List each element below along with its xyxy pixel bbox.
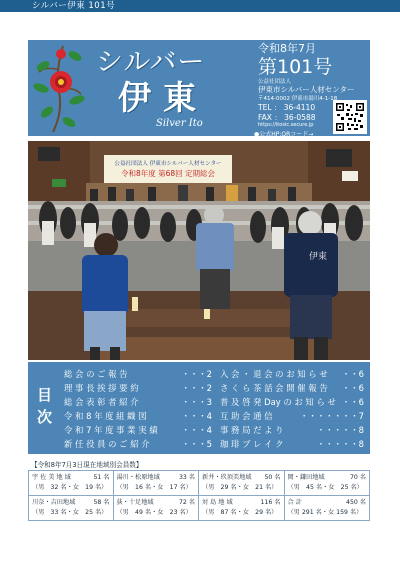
- toc-item[interactable]: 互 助 会 通 信 ・・・・・・・7: [220, 411, 364, 421]
- toc-item[interactable]: 新 任 役 員 の ご 紹 介 ・・・5: [64, 439, 212, 449]
- toc-item[interactable]: 総 会 表 彰 者 紹 介 ・・・3: [64, 397, 212, 407]
- member-cell: [28, 496, 114, 521]
- org-name: 伊東市シルバー人材センター: [258, 85, 355, 94]
- member-cell: [114, 471, 200, 496]
- member-breakdown: （男 32 名・女 19 名）: [32, 484, 108, 491]
- toc-item-page: 8: [358, 425, 364, 435]
- toc-item-title: 令 和 8 年 度 組 織 図: [64, 411, 147, 421]
- toc-item[interactable]: 令 和 8 年 度 組 織 図 ・・・4: [64, 411, 212, 421]
- toc-label: [37, 384, 53, 428]
- member-total: 58 名: [93, 499, 110, 506]
- toc-item[interactable]: 理 事 長 挨 拶 要 約 ・・・2: [64, 383, 212, 393]
- toc-item[interactable]: 事 務 局 だ よ り ・・・・・8: [220, 425, 364, 435]
- org-url[interactable]: https://itosic.secure.jp: [258, 122, 314, 128]
- member-total: 450 名: [346, 499, 366, 506]
- toc-heading: 目次: [37, 386, 53, 426]
- org-subtitle: 公益社団法人: [258, 79, 292, 85]
- toc-item-page: 7: [358, 411, 364, 421]
- member-cell: [28, 471, 114, 496]
- toc-item-title: 珈 琲 ブ レ イ ク: [220, 439, 284, 449]
- member-cell: [285, 471, 371, 496]
- member-cell: [199, 471, 285, 496]
- qr-label: ●公式HP:QRコード→: [254, 131, 314, 138]
- member-breakdown: （男 291 名・女 159 名）: [287, 509, 363, 516]
- member-total: 51 名: [93, 474, 110, 481]
- member-breakdown: （男 45 名・女 25 名）: [287, 484, 363, 491]
- title-area: [28, 40, 250, 136]
- qr-code-icon[interactable]: [333, 100, 367, 134]
- table-of-contents: [28, 362, 370, 454]
- camellia-logo-icon: [33, 42, 85, 134]
- member-area: 対 島 地 域: [202, 499, 233, 506]
- member-total: 33 名: [178, 474, 195, 481]
- issue-date: 令和8年7月: [258, 42, 316, 55]
- member-counts-table: [28, 470, 370, 521]
- member-breakdown: （男 16 名・女 17 名）: [116, 484, 192, 491]
- toc-item-page: 2: [206, 383, 212, 393]
- shirt-text: 伊東: [308, 252, 328, 262]
- toc-item-page: 6: [358, 383, 364, 393]
- org-tel: TEL ： 36-4110: [258, 103, 316, 112]
- toc-item[interactable]: 令 和 7 年 度 事 業 実 績 ・・・4: [64, 425, 212, 435]
- toc-item-title: 総 会 表 彰 者 紹 介: [64, 397, 139, 407]
- toc-item-title: さ く ら 茶 話 会 開 催 報 告: [220, 383, 328, 393]
- toc-item[interactable]: 普 及 啓 発 Day の お 知 ら せ ・・6: [220, 397, 364, 407]
- toc-item-page: 8: [358, 439, 364, 449]
- toc-item-page: 6: [358, 369, 364, 379]
- member-total: 70 名: [349, 474, 366, 481]
- title-ito: 伊東: [118, 78, 208, 117]
- toc-item[interactable]: さ く ら 茶 話 会 開 催 報 告 ・・6: [220, 383, 364, 393]
- org-fax: FAX ： 36-0588: [258, 113, 316, 122]
- newsletter-issue-label: シルバー伊東 101号: [32, 1, 116, 11]
- member-cell: [199, 496, 285, 521]
- title-roman: Silver Ito: [156, 118, 203, 129]
- member-counts: [28, 460, 370, 521]
- toc-item-page: 4: [206, 425, 212, 435]
- general-meeting-photo: [28, 141, 370, 360]
- toc-item-title: 互 助 会 通 信: [220, 411, 273, 421]
- member-total: 72 名: [178, 499, 195, 506]
- member-breakdown: （男 49 名・女 23 名）: [116, 509, 192, 516]
- member-cell: [114, 496, 200, 521]
- toc-item[interactable]: 入 会 ・ 退 会 の お 知 ら せ ・・6: [220, 369, 364, 379]
- toc-item-title: 総 会 の ご 報 告: [64, 369, 128, 379]
- banner-line1: 公益社団法人 伊東市シルバー人材センター: [114, 161, 222, 167]
- member-breakdown: （男 33 名・女 25 名）: [32, 509, 108, 516]
- org-address: 〒414-0002 伊東市湯川4-1-18: [258, 96, 338, 102]
- member-total: 116 名: [260, 499, 281, 506]
- member-area: 合 計: [287, 499, 302, 506]
- member-area: 湯川・松原地域: [116, 474, 160, 481]
- member-cell-total: [285, 496, 371, 521]
- toc-item-title: 令 和 7 年 度 事 業 実 績: [64, 425, 158, 435]
- toc-item-title: 新 任 役 員 の ご 紹 介: [64, 439, 150, 449]
- member-total: 50 名: [264, 474, 281, 481]
- toc-right-column: [220, 367, 366, 451]
- member-breakdown: （男 87 名・女 29 名）: [202, 509, 278, 516]
- issue-info: [252, 40, 370, 136]
- member-breakdown: （男 29 名・女 21 名）: [202, 484, 278, 491]
- member-area: 新井・玖須美地域: [202, 474, 252, 481]
- toc-item-title: 事 務 局 だ よ り: [220, 425, 284, 435]
- member-counts-title: 【令和8年7月3日現在地域別会員数】: [31, 461, 143, 469]
- banner-line2: 令和8年度 第68回 定期総会: [120, 169, 216, 178]
- top-strip: [0, 0, 400, 12]
- toc-item-page: 3: [206, 397, 212, 407]
- toc-item[interactable]: 総 会 の ご 報 告 ・・・2: [64, 369, 212, 379]
- member-area: 宇 佐 美 地 域: [32, 474, 71, 481]
- member-area: 荻・十足地域: [116, 499, 154, 506]
- issue-number: 第101号: [258, 56, 333, 78]
- toc-item-title: 入 会 ・ 退 会 の お 知 ら せ: [220, 369, 328, 379]
- toc-item-title: 普 及 啓 発 Day の お 知 ら せ: [220, 397, 336, 407]
- toc-item-page: 5: [206, 439, 212, 449]
- member-area: 川奈・吉田地域: [32, 499, 76, 506]
- toc-left-column: [64, 367, 214, 451]
- toc-item-title: 理 事 長 挨 拶 要 約: [64, 383, 139, 393]
- toc-item-page: 4: [206, 411, 212, 421]
- title-silver: シルバー: [96, 47, 206, 78]
- toc-item[interactable]: 珈 琲 ブ レ イ ク ・・・・・8: [220, 439, 364, 449]
- toc-item-page: 2: [206, 369, 212, 379]
- toc-item-page: 6: [358, 397, 364, 407]
- member-area: 岡・鎌田地域: [287, 474, 325, 481]
